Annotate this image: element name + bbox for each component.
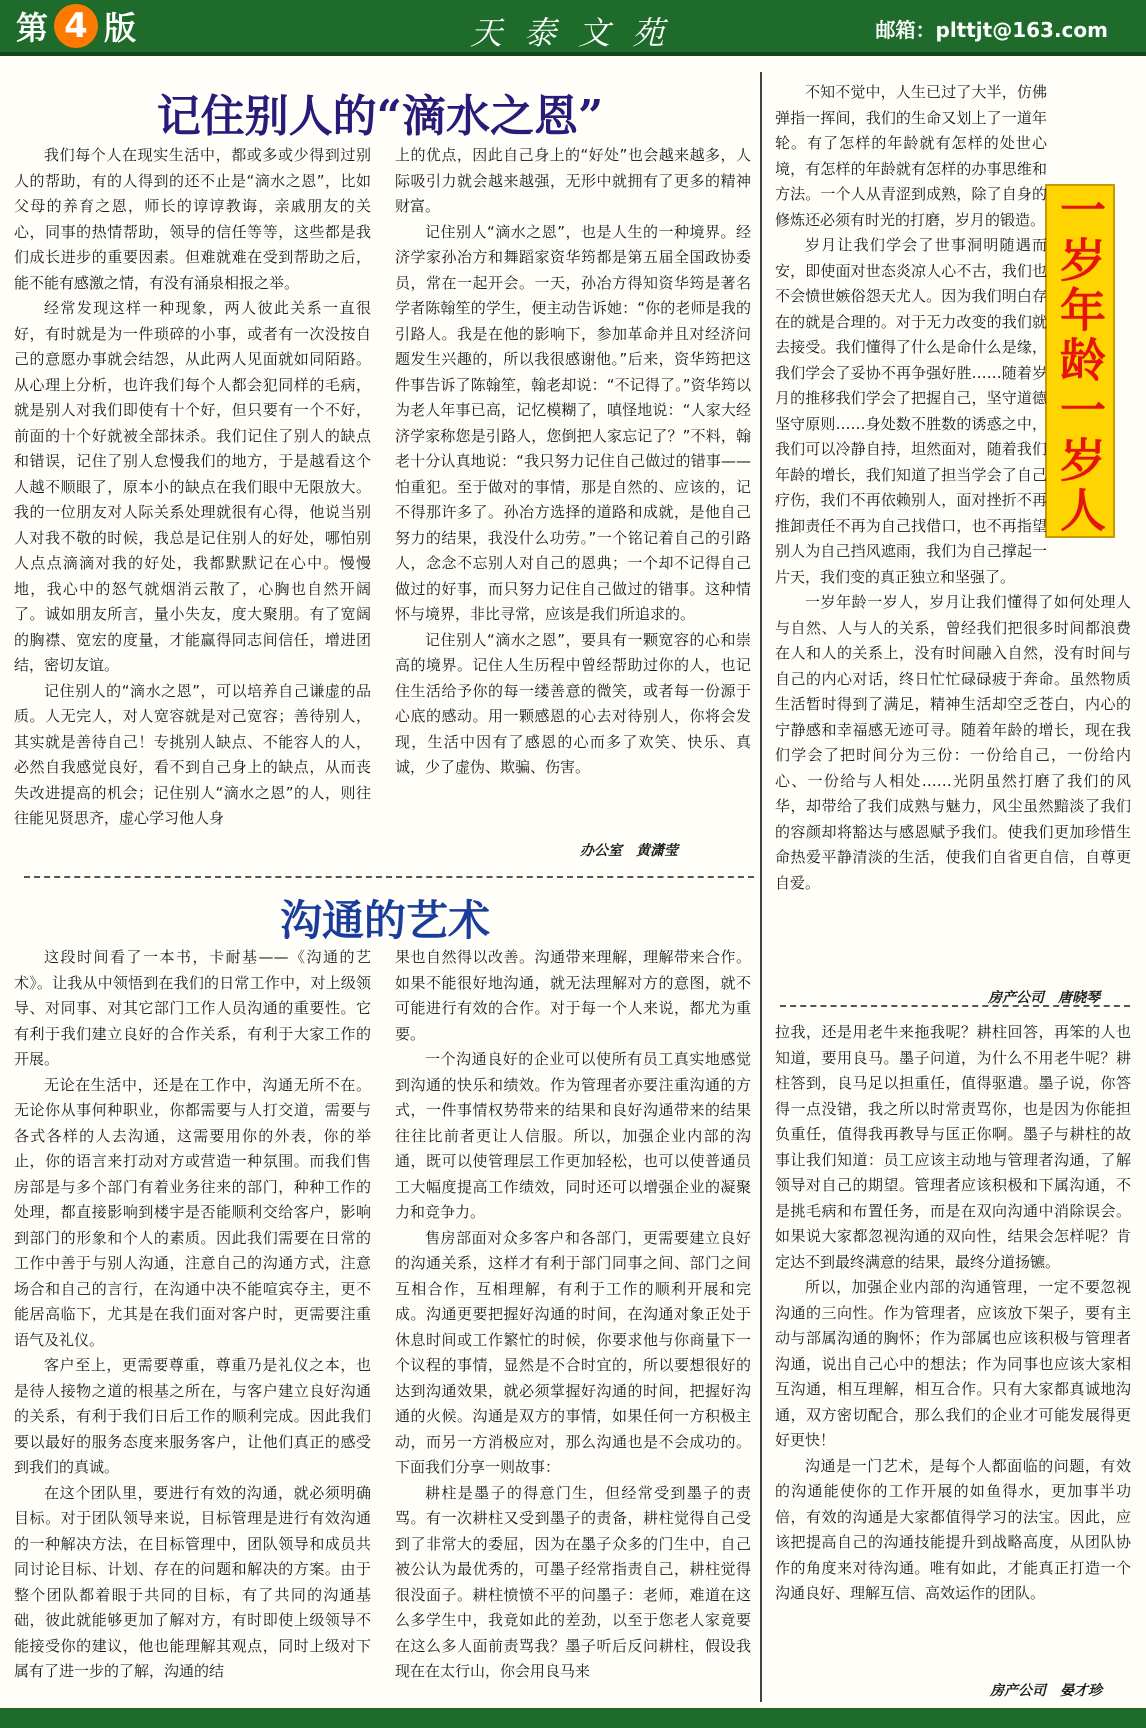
paragraph: 售房部面对众多客户和各部门，更需要建立良好的沟通关系，这样才有利于部门同事之间、部门之间互相合作，互相理解，有利于工作的顺利开展和完成。沟通更要把握好沟通的时间，在沟通对象正处于休息时间或工作繁忙的时候，你要求他与你商量下一个议程的事情，显然是不合时宜的，所以要想很好的达到沟通效果，就必须掌握好沟通的时间，把握好沟通的火候。沟通是双方的事情，如果任何一方积极主动，而另一方消极应对，那么沟通也是不会成功的。下面我们分享一则故事： [395,1228,751,1476]
paragraph: 果也自然得以改善。沟通带来理解，理解带来合作。如果不能很好地沟通，就无法理解对方的意图，就不可能进行有效的合作。对于每一个人来说，都尤为重要。 [395,948,751,1043]
paragraph: 岁月让我们学会了世事洞明随遇而安，即使面对世态炎凉人心不古，我们也不会愤世嫉俗怨天尤人。因为我们明白存在的就是合理的。对于无力改变的我们就去接受。我们懂得了什么是命什么是缘，我们学会了妥协不再争强好胜……随着岁月的推移我们学会了把握自己，坚守道德坚守原则……身处数不胜数的诱惑之中，我们可以冷静自持，坦然面对，随着我们年龄的增长，我们知道了担当学会了自己疗伤，我们不再依赖别人，面对挫折不再推卸责任不再为自己找借口，也不再指望别人为自己挡风遮雨，我们为自己撑起一片天，我们变的真正独立和坚强了。 [775,236,1047,586]
article-communication-col3 [775,1020,1131,1672]
newspaper-title: 天泰文苑 [470,14,687,52]
edition-prefix: 第 [16,9,49,47]
byline-gratitude: 办公室 黄潇莹 [580,843,678,859]
paragraph: 我们每个人在现实生活中，都或多或少得到过别人的帮助，有的人得到的还不止是“滴水之恩”，比如父母的养育之恩，师长的谆谆教诲，亲戚朋友的关心，同事的热情帮助，领导的信任等等，这些都是我们成长进步的重要因素。但难就难在受到帮助之后，能不能有感激之情，有没有涌泉相报之举。 [14,146,371,292]
paragraph: 所以，加强企业内部的沟通管理，一定不要忽视沟通的三向性。作为管理者，应该放下架子，要有主动与部属沟通的胸怀；作为部属也应该积极与管理者沟通，说出自己心中的想法；作为同事也应该大家相互沟通，相互理解，相互合作。只有大家都真诚地沟通，双方密切配合，那么我们的企业才可能发展得更好更快！ [775,1278,1131,1449]
article-communication-col1 [14,945,371,1703]
paragraph: 一个沟通良好的企业可以使所有员工真实地感觉到沟通的快乐和绩效。作为管理者亦要注重沟通的方式，一件事情权势带来的结果和良好沟通带来的结果往往比前者更让人信服。所以，加强企业内部的沟通，既可以使管理层工作更加轻松，也可以使普通员工大幅度提高工作绩效，同时还可以增强企业的凝聚力和竞争力。 [395,1050,751,1221]
paragraph: 记住别人“滴水之恩”，也是人生的一种境界。经济学家孙冶方和舞蹈家资华筠都是第五届全国政协委员，常在一起开会。一天，孙冶方得知资华筠是著名学者陈翰笙的学生，便主动告诉她：“你的老师是我的引路人。我是在他的影响下，参加革命并且对经济问题发生兴趣的，所以我很感谢他。”后来，资华筠把这件事告诉了陈翰笙，翰老却说：“不记得了。”资华筠以为老人年事已高，记忆模糊了，嗔怪地说：“人家大经济学家称您是引路人，您倒把人家忘记了？”不料，翰老十分认真地说：“我只努力记住自己做过的错事——怕重犯。至于做对的事情，那是自然的、应该的，记不得那许多了。孙冶方选择的道路和成就，是他自己努力的结果，我没什么功劳。”一个铭记着自己的引路人，念念不忘别人对自己的恩典；一个却不记得自己做过的好事，而只努力记住自己做过的错事。这种情怀与境界，非比寻常，应该是我们所追求的。 [395,222,751,623]
paragraph: 记住别人“滴水之恩”，要具有一颗宽容的心和崇高的境界。记住人生历程中曾经帮助过你的人，也记住生活给予你的每一缕善意的微笑，或者每一份源于心底的感动。用一颗感恩的心去对待别人，你将会发现，生活中因有了感恩的心而多了欢笑、快乐、真诚，少了虚伪、欺骗、伤害。 [395,630,751,776]
paragraph: 客户至上，更需要尊重，尊重乃是礼仪之本，也是待人接物之道的根基之所在，与客户建立良好沟通的关系，有利于我们日后工作的顺利完成。因此我们要以最好的服务态度来服务客户，让他们真正的感受到我们的真诚。 [14,1356,371,1476]
column-divider [760,72,762,1702]
paragraph: 不知不觉中，人生已过了大半，仿佛弹指一挥间，我们的生命又划上了一道年轮。有了怎样的年龄就有怎样的处世心境，有怎样的年龄就有怎样的办事思维和方法。一个人从青涩到成熟，除了自身的修炼还必须有时光的打磨，岁月的锻造。 [775,83,1047,229]
paragraph: 经常发现这样一种现象，两人彼此关系一直很好，有时就是为一件琐碎的小事，或者有一次没按自己的意愿办事就会结怨，从此两人见面就如同陌路。从心理上分析，也许我们每个人都会犯同样的毛病，就是别人对我们即使有十个好，但只要有一个不好，前面的十个好就被全部抹杀。我们记住了别人的缺点和错误，记住了别人怠慢我们的地方，于是越看这个人越不顺眼了，原本小的缺点在我们眼中无限放大。我的一位朋友对人际关系处理就很有心得，他说当别人对我不敬的时候，我总是记住别人的好处，哪怕别人点点滴滴对我的好处，我都默默记在心中。慢慢地，我心中的怒气就烟消云散了，心胸也自然开阔了。诚如朋友所言，量小失友，度大聚朋。有了宽阔的胸襟、宽宏的度量，才能赢得同志间信任，增进团结，密切友谊。 [14,299,371,674]
article-gratitude-col2 [395,143,751,828]
article-gratitude-col1 [14,143,371,858]
title-box-spacer [1047,184,1131,552]
paragraph: 记住别人的“滴水之恩”，可以培养自己谦虚的品质。人无完人，对人宽容就是对己宽容；善待别人，其实就是善待自己！专挑别人缺点、不能容人的人，必然自我感觉良好，看不到自己身上的缺点，从而丧失改进提高的机会；记住别人“滴水之恩”的人，则往往能见贤思齐，虚心学习他人身 [14,681,371,827]
edition-label [16,4,136,48]
paragraph: 沟通是一门艺术，是每个人都面临的问题，有效的沟通能使你的工作开展的如鱼得水，更加事半功倍，有效的沟通是大家都值得学习的法宝。因此，应该把提高自己的沟通技能提升到战略高度，从团队协作的角度来对待沟通。唯有如此，才能真正打造一个沟通良好、理解互信、高效运作的团队。 [775,1456,1131,1602]
article-communication-col2 [395,945,751,1703]
paragraph: 耕柱是墨子的得意门生，但经常受到墨子的责骂。有一次耕柱又受到墨子的责备，耕柱觉得自己受到了非常大的委屈，因为在墨子众多的门生中，自己被公认为最优秀的，可墨子经常指责自己，耕柱觉得很没面子。耕柱愤愤不平的问墨子：老师，难道在这么多学生中，我竟如此的差劲，以至于您老人家竟要在这么多人面前责骂我？墨子听后反问耕柱，假设我现在在太行山，你会用良马来 [395,1483,751,1680]
paragraph: 在这个团队里，要进行有效的沟通，就必须明确目标。对于团队领导来说，目标管理是进行有效沟通的一种解决方法，在目标管理中，团队领导和成员共同讨论目标、计划、存在的问题和解决的方案。由于整个团队都着眼于共同的目标，有了共同的沟通基础，彼此就能够更加了解对方，有时即使上级领导不能接受你的建议，他也能理解其观点，同时上级对下属有了进一步的了解，沟通的结 [14,1483,371,1680]
byline-age: 房产公司 唐晓琴 [988,990,1100,1006]
footer-bar [0,1708,1146,1728]
article-title-age: 一岁年龄一岁人 [1053,186,1107,536]
contact-email: 邮箱：plttjt@163.com [875,18,1108,42]
paragraph: 上的优点，因此自己身上的“好处”也会越来越多，人际吸引力就会越来越强，无形中就拥有了更多的精神财富。 [395,146,751,215]
paragraph: 一岁年龄一岁人，岁月让我们懂得了如何处理人与自然、人与人的关系，曾经我们把很多时间都浪费在人和人的关系上，没有时间融入自然，没有时间与自己的内心对话，终日忙忙碌碌疲于奔命。虽然物质生活暂时得到了满足，精神生活却空乏苍白，内心的宁静感和幸福感无迹可寻。随着年龄的增长，现在我们学会了把时间分为三份：一份给自己，一份给内心、一份给与人相处……光阴虽然打磨了我们的风华，却带给了我们成熟与魅力，风尘虽然黯淡了我们的容颜却将豁达与感恩赋予我们。使我们更加珍惜生命热爱平静清淡的生活，使我们自省更自信，自尊更自爱。 [775,593,1131,892]
section-divider [24,876,754,878]
paragraph: 无论在生活中，还是在工作中，沟通无所不在。无论你从事何种职业，你都需要与人打交道，需要与各式各样的人去沟通，这需要用你的外表，你的举止，你的语言来打动对方或营造一种氛围。而我们售房部是与多个部门有着业务往来的部门，种种工作的处理，都直接影响到楼宇是否能顺利交给客户，影响到部门的形象和个人的素质。因此我们需要在日常的工作中善于与别人沟通，注意自己的沟通方式，注意场合和自己的言行，在沟通中决不能喧宾夺主，更不能居高临下，尤其是在我们面对客户时，更需要注重语气及礼仪。 [14,1075,371,1349]
byline-communication: 房产公司 晏才珍 [990,1683,1102,1699]
edition-suffix: 版 [104,9,137,47]
paragraph: 这段时间看了一本书，卡耐基——《沟通的艺术》。让我从中领悟到在我们的日常工作中，对上级领导、对同事、对其它部门工作人员沟通的重要性。它有利于我们建立良好的合作关系，有利于大家工作的开展。 [14,948,371,1068]
article-title-communication: 沟通的艺术 [279,896,490,945]
masthead [0,0,1146,56]
article-age-body [775,80,1131,985]
article-title-gratitude: 记住别人的“滴水之恩” [156,91,604,142]
paragraph: 拉我，还是用老牛来拖我呢？耕柱回答，再笨的人也知道，要用良马。墨子问道，为什么不用老牛呢？耕柱答到，良马足以担重任，值得驱遣。墨子说，你答得一点没错，我之所以时常责骂你，也是因为你能担负重任，值得我再教导与匡正你啊。墨子与耕柱的故事让我们知道：员工应该主动地与管理者沟通，了解领导对自己的期望。管理者应该积极和下属沟通，不是挑毛病和布置任务，而是在双向沟通中消除误会。如果说大家都忽视沟通的双向性，结果会怎样呢？肯定达不到最终满意的结果，最终分道扬镳。 [775,1023,1131,1271]
edition-number-badge: 4 [54,4,98,48]
